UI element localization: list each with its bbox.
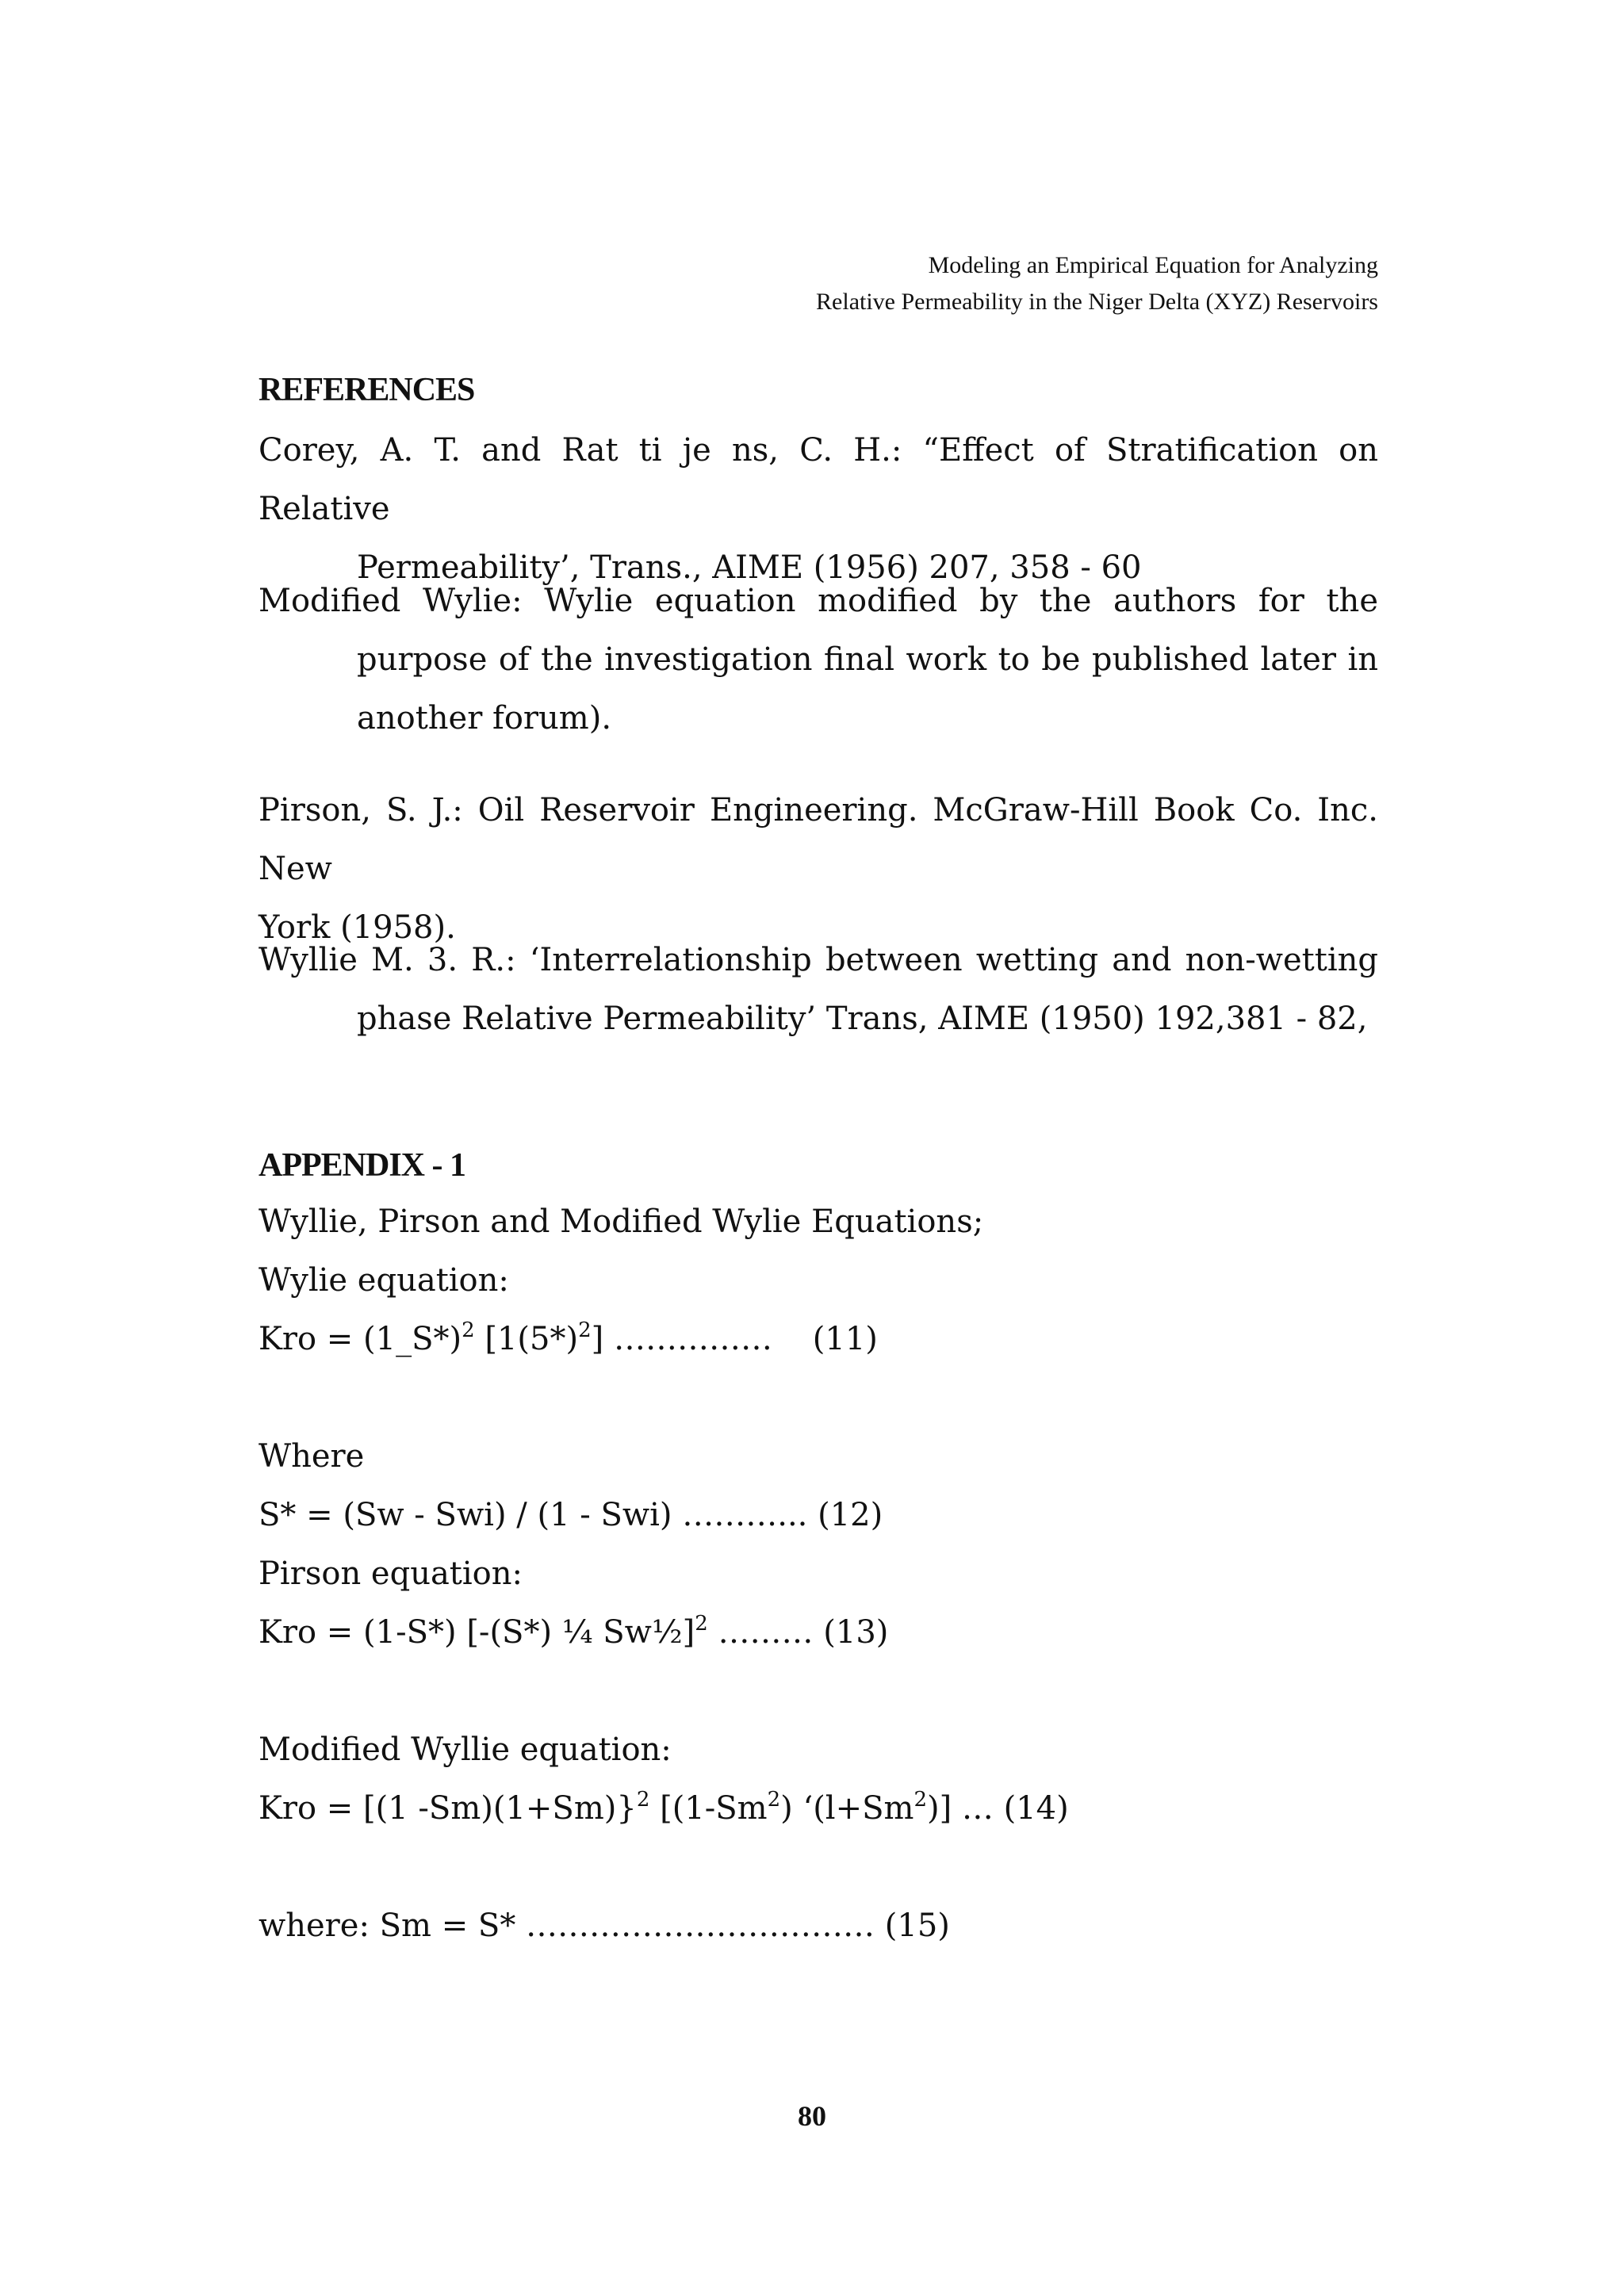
pirson-equation-label: Pirson equation: (259, 1556, 523, 1592)
equation-14 (259, 1790, 1069, 1827)
reference-line: purpose of the investigation final work to be published later in (357, 641, 1378, 678)
modified-wyllie-equation-label: Modified Wyllie equation: (259, 1732, 672, 1768)
running-header-line-2: Relative Permeability in the Niger Delta (XYZ) Reservoirs (816, 289, 1378, 315)
reference-line: Pirson, S. J.: Oil Reservoir Engineering. McGraw-Hill Book Co. Inc. New (259, 792, 1378, 887)
reference-line: York (1958). (259, 909, 456, 946)
wylie-equation-label: Wylie equation: (259, 1262, 509, 1299)
equation-part: [1(5*) (474, 1321, 579, 1357)
appendix-intro: Wyllie, Pirson and Modified Wylie Equations; (259, 1203, 984, 1240)
reference-line: Modified Wylie: Wylie equation modified by the authors for the (259, 583, 1378, 619)
equation-13 (259, 1614, 888, 1651)
equation-part: ……… (13) (707, 1614, 889, 1651)
equation-part: ] …………… (11) (591, 1321, 878, 1357)
reference-line: Corey, A. T. and Rat ti je ns, C. H.: “Effect of Stratification on Relative (259, 432, 1378, 527)
equation-11 (259, 1318, 878, 1357)
equation-part: [(1-Sm (649, 1790, 768, 1827)
reference-modified-wylie (259, 572, 1378, 748)
equation-part: Kro = (1-S*) [-(S*) ¼ Sw½] (259, 1614, 695, 1651)
superscript: 2 (695, 1612, 708, 1636)
reference-line: another forum). (357, 700, 612, 737)
equation-12: S* = (Sw - Swi) / (1 - Swi) ………... (12) (259, 1497, 883, 1533)
where-label: Where (259, 1438, 365, 1475)
running-header (816, 247, 1378, 320)
reference-line: phase Relative Permeability’ Trans, AIME (1950) 192,381 - 82, (357, 1001, 1368, 1037)
page-number: 80 (798, 2100, 826, 2132)
reference-wyllie (259, 931, 1378, 1048)
superscript: 2 (578, 1318, 592, 1342)
equation-part: )] … (14) (926, 1790, 1069, 1827)
equation-part: ) ‘(l+Sm (780, 1790, 914, 1827)
superscript: 2 (462, 1318, 475, 1342)
superscript: 2 (914, 1788, 927, 1812)
superscript: 2 (636, 1788, 650, 1812)
appendix-heading: APPENDIX - 1 (259, 1147, 465, 1184)
references-heading: REFERENCES (259, 372, 475, 408)
equation-part: Kro = (1_S*) (259, 1321, 462, 1357)
equation-part: Kro = [(1 -Sm)(1+Sm)} (259, 1790, 637, 1827)
equation-15: where: Sm = S* …………………………… (15) (259, 1908, 950, 1944)
reference-line: Wyllie M. 3. R.: ‘Interrelationship between wetting and non-wetting (259, 942, 1378, 978)
reference-corey (259, 421, 1378, 597)
superscript: 2 (767, 1788, 781, 1812)
running-header-line-1: Modeling an Empirical Equation for Analyzing (928, 252, 1378, 278)
reference-line: Permeability’, Trans., AIME (1956) 207, 358 - 60 (357, 549, 1142, 586)
